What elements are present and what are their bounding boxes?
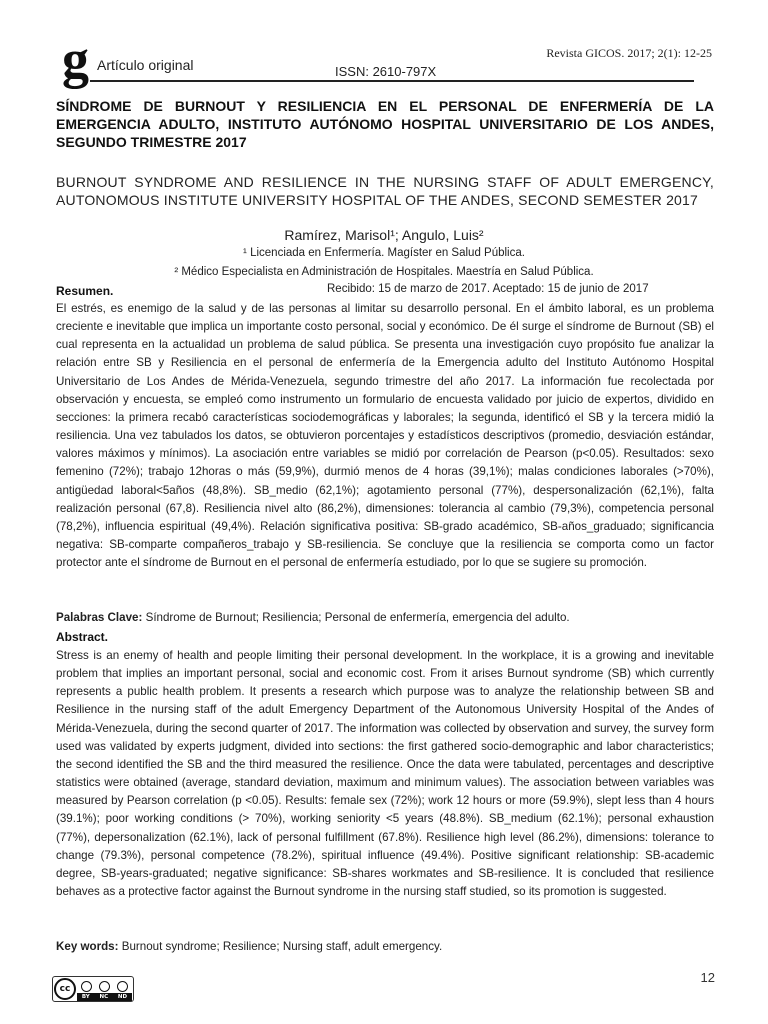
nc-dollar-icon: [99, 981, 110, 992]
journal-reference: Revista GICOS. 2017; 2(1): 12-25: [546, 46, 712, 60]
nd-equals-icon: [117, 981, 128, 992]
cc-terms: [77, 993, 132, 1001]
cc-logo-icon: cc: [54, 978, 76, 1000]
resumen-heading: Resumen.: [56, 284, 114, 298]
by-person-icon: [81, 981, 92, 992]
palabras-clave-text: Síndrome de Burnout; Resiliencia; Personal de enfermería, emergencia del adulto.: [142, 611, 570, 624]
abstract-body: Stress is an enemy of health and people limiting their personal development. In the workplace, it is a growing and inevitable problem that implies an important personal, social and economic cost. From it arises Burnout syndrome (SB) which currently represents a public health problem. It presents a research which purpose was to analyze the relationship between SB and Resilience in the nursing staff of the adult Emergency Department of the Autonomous University Hospital of the Andes of Mérida-Venezuela, during the second quarter of 2017. The information was collected by observation and survey, the survey form used was validated by experts judgment, divided into sections: the first gathered socio-demographic and labor characteristics; the second identified the SB and the third measured the resilience. Once the data were tabulated, percentages and descriptive statistics were obtained (average, standard deviation, maximum and minimum values). The association between variables was measured by Pearson correlation (p <0.05). Results: female sex (72%); work 12 hours or more (59.9%), slept less than 4 hours (39.1%); poor working conditions (> 70%), working seniority <5 years (48.8%). SB_medium (62.1%); personal exhaustion (77%), depersonalization (62.1%), lack of personal fulfillment (67.8%). Resilience high level (86.2%), dimensions: tolerance to change (79.3%), personal competence (78.2%), spiritual influence (49.4%). Positive significant relationship: SB-academic degree, SB-years-graduated; negative significance: SB-shares workmates and SB-resilience. It is concluded that resilience behaves as a protective factor against the Burnout syndrome in the nursing staff studied, so its promotion is suggested.: [56, 649, 714, 899]
palabras-clave: [56, 611, 570, 624]
authors: Ramírez, Marisol¹; Angulo, Luis²: [284, 227, 484, 243]
resumen-body: El estrés, es enemigo de la salud y de las personas al limitar su desarrollo personal. En el ámbito laboral, es un problema creciente e inevitable que implica un importante costo personal, social y económico. De él surge el síndrome de Burnout (SB) el cual representa en la actualidad un problema de salud pública. Se presenta una investigación cuyo propósito fue analizar la relación entre SB y Resiliencia en el personal de enfermería de la Emergencia adulto del Instituto Autónomo Hospital Universitario de Los Andes de Mérida-Venezuela, segundo trimestre del año 2017. La información fue recolectada por observación y encuesta, se empleó como instrumento un formulario de encuesta validado por juicio de expertos, dividido en secciones: la primera recabó características sociodemográficas y laborales; la segunda, identificó el SB y la tercera midió la resiliencia. Una vez tabulados los datos, se obtuvieron porcentajes y estadísticos descriptivos (promedio, desviación estándar, valores máximos y mínimos). La asociación entre variables se midió por correlación de Pearson (p<0.05). Resultados: sexo femenino (72%); trabajo 12horas o más (59,9%), durmió menos de 4 horas (39,1%); malas condiciones laborales (>70%), antigüedad laboral<5años (48,8%). SB_medio (62,1%); agotamiento personal (77%), despersonalización (62,1%), falta realización personal (67,8). Resiliencia nivel alto (86,2%), dimensiones: tolerancia al cambio (79,3%), competencia personal (78,2%), influencia espiritual (49,4%). Relación significativa positiva: SB-grado académico, SB-años_graduado; significancia negativa: SB-comparte compañeros_trabajo y SB-resiliencia. Se concluye que la resiliencia se comporta como un factor protector ante el síndrome de Burnout en el personal de enfermería estudiado, por lo que se sugiere su promoción.: [56, 302, 714, 570]
journal-logo: g: [62, 29, 89, 89]
received-accepted-dates: Recibido: 15 de marzo de 2017. Aceptado: 15 de junio de 2017: [327, 283, 649, 295]
abstract-heading: Abstract.: [56, 630, 109, 644]
key-words-label: Key words:: [56, 940, 119, 953]
issn: ISSN: 2610-797X: [335, 64, 437, 79]
palabras-clave-label: Palabras Clave:: [56, 611, 143, 624]
article-type: Artículo original: [97, 57, 194, 73]
creative-commons-license-badge[interactable]: [52, 976, 134, 1002]
key-words-text: Burnout syndrome; Resilience; Nursing staff, adult emergency.: [118, 940, 443, 953]
cc-term-by: BY: [81, 994, 90, 1000]
cc-term-nc: NC: [99, 994, 109, 1000]
title-english: BURNOUT SYNDROME AND RESILIENCE IN THE NURSING STAFF OF ADULT EMERGENCY, AUTONOMOUS INSTITUTE UNIVERSITY HOSPITAL OF THE ANDES, SECOND SEMESTER 2017: [56, 174, 714, 208]
title-spanish: SÍNDROME DE BURNOUT Y RESILIENCIA EN EL PERSONAL DE ENFERMERÍA DE LA EMERGENCIA ADULTO, INSTITUTO AUTÓNOMO HOSPITAL UNIVERSITARIO DE LOS ANDES, SEGUNDO TRIMESTRE 2017: [56, 98, 714, 150]
header-rule: [90, 80, 694, 82]
affiliation-2: ² Médico Especialista en Administración de Hospitales. Maestría en Salud Pública.: [174, 266, 594, 278]
cc-icon-band: [77, 980, 132, 992]
key-words: [56, 940, 442, 953]
page-number: 12: [700, 970, 715, 985]
cc-term-nd: ND: [117, 994, 128, 1000]
affiliation-1: ¹ Licenciada en Enfermería. Magíster en Salud Pública.: [243, 247, 525, 259]
